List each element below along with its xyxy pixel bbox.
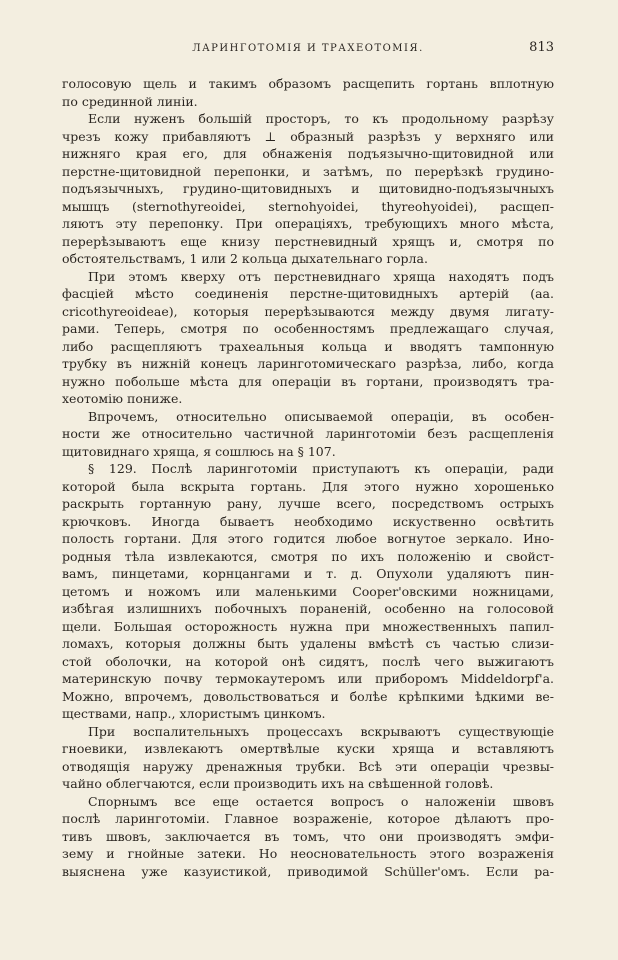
text-line: перерѣзываютъ еще книзу перстневидный хрящъ и, смотря по <box>62 233 554 249</box>
text-line: нижняго края его, для обнаженія подъязычно-щитовидной или <box>62 146 554 161</box>
text-line: фасціей мѣсто соединенія перстне-щитовидныхъ артерій (aa. <box>62 286 554 301</box>
body-text <box>62 75 554 880</box>
text-line: щели. Большая осторожность нужна при множественныхъ папил- <box>62 618 554 634</box>
text-line: полость гортани. Для этого годится любое вогнутое зеркало. Ино- <box>62 531 554 546</box>
text-line: избѣгая излишнихъ побочныхъ пораненій, особенно на голосовой <box>62 601 554 616</box>
text-line: выяснена уже казуистикой, приводимой Schüller'омъ. Если ра- <box>62 863 554 879</box>
text-line: ности же относительно частичной ларинготоміи безъ расщепленія <box>62 426 554 441</box>
text-line: по срединной линіи. <box>62 93 198 109</box>
text-line: которой была вскрыта гортань. Для этого нужно хорошенько <box>62 478 554 494</box>
text-line: отводящія наружу дренажныя трубки. Всѣ эти операціи чрезвы- <box>62 758 554 774</box>
text-line: При воспалительныхъ процессахъ вскрываютъ существующіе <box>88 723 554 739</box>
text-line: рами. Теперь, смотря по особенностямъ предлежащаго случая, <box>62 321 554 336</box>
text-line: хеотомію пониже. <box>62 391 183 406</box>
text-line: стой оболочки, на которой онѣ сидятъ, послѣ чего выжигаютъ <box>62 653 554 669</box>
text-line: цетомъ и ножомъ или маленькими Cooper'овскими ножницами, <box>62 583 554 599</box>
text-line: § 129. Послѣ ларинготоміи приступаютъ къ операціи, ради <box>88 461 554 476</box>
text-line: Можно, впрочемъ, довольствоваться и болѣе крѣпкими ѣдкими ве- <box>62 688 554 704</box>
text-line: обстоятельствамъ, 1 или 2 кольца дыхательнаго горла. <box>62 251 428 266</box>
running-title: ЛАРИНГОТОМІЯ И ТРАХЕОТОМІЯ. <box>192 43 424 54</box>
text-line: нужно побольше мѣста для операціи въ гортани, производятъ тра- <box>62 373 554 389</box>
text-line: подъязычныхъ, грудино-щитовидныхъ и щитовидно-подъязычныхъ <box>62 181 554 196</box>
text-line: мышцъ (sternothyreoidei, sternohyoidei, thyreohyoidei), расщеп- <box>62 198 554 214</box>
text-line: При этомъ кверху отъ перстневиднаго хряща находятъ подъ <box>88 268 554 284</box>
text-line: либо расщепляютъ трахеальныя кольца и вводятъ тампонную <box>62 338 554 354</box>
text-line: ществами, напр., хлористымъ цинкомъ. <box>62 706 326 721</box>
page-header <box>62 40 554 60</box>
page-number: 813 <box>529 40 554 55</box>
text-line: Спорнымъ все еще остается вопросъ о наложеніи швовъ <box>88 793 554 809</box>
text-line: крючковъ. Иногда бываетъ необходимо искуственно освѣтить <box>62 513 554 529</box>
text-line: раскрыть гортанную рану, лучше всего, посредствомъ острыхъ <box>62 496 554 511</box>
text-line: ляютъ эту перепонку. При операціяхъ, требующихъ много мѣста, <box>62 216 554 231</box>
text-line: голосовую щель и такимъ образомъ расщепить гортань вплотную <box>62 76 554 91</box>
text-line: Впрочемъ, относительно описываемой операціи, въ особен- <box>88 408 554 424</box>
text-line: гноевики, извлекаютъ омертвѣлые куски хряща и вставляютъ <box>62 741 554 756</box>
text-line: ломахъ, которыя должны быть удалены вмѣстѣ съ частью слизи- <box>62 636 554 651</box>
text-line: cricothyreoideae), которыя перерѣзываются между двумя лигату- <box>62 303 554 319</box>
text-line: трубку въ нижній конецъ ларинготомическаго разрѣза, либо, когда <box>62 356 554 371</box>
text-line: чрезъ кожу прибавляютъ ⊥ образный разрѣзъ у верхняго или <box>62 128 554 144</box>
text-line: щитовиднаго хряща, я сошлюсь на § 107. <box>62 443 336 459</box>
text-line: зему и гнойные затеки. Но неосновательность этого возраженія <box>62 846 554 861</box>
text-line: родныя тѣла извлекаются, смотря по ихъ положенію и свойст- <box>62 548 554 564</box>
text-line: послѣ ларинготоміи. Главное возраженіе, которое дѣлаютъ про- <box>62 811 554 826</box>
text-line: Если нуженъ большій просторъ, то къ продольному разрѣзу <box>88 111 554 126</box>
text-line: перстне-щитовидной перепонки, и затѣмъ, по перерѣзкѣ грудино- <box>62 163 554 179</box>
text-line: тивъ швовъ, заключается въ томъ, что они производятъ эмфи- <box>62 828 554 844</box>
text-line: вамъ, пинцетами, корнцангами и т. д. Опухоли удаляютъ пин- <box>62 566 554 581</box>
text-line: материнскую почву термокаутеромъ или приборомъ Middeldorpf'a. <box>62 671 554 686</box>
text-line: чайно облегчаются, если производить ихъ на свѣшенной головѣ. <box>62 776 494 791</box>
